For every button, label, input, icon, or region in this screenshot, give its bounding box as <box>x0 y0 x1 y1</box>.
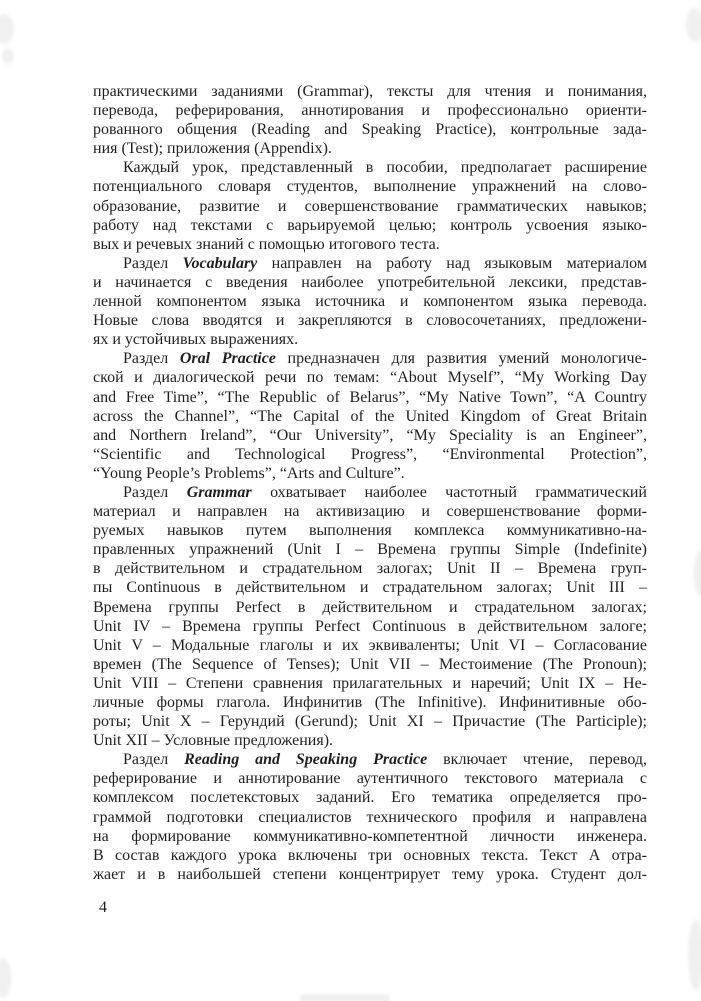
text-line: вых и речевых знаний с помощью итогового теста. <box>93 235 440 253</box>
scan-artifact <box>686 8 701 42</box>
text-line: ях и устойчивых выражениях. <box>93 331 299 349</box>
text-line: and Free Time”, “The Republic of Belarus”, “My Native Town”, “A Country <box>93 388 647 406</box>
text-line: работу над текстами с варьируемой целью; контроль усвоения языко- <box>93 216 647 234</box>
paragraph <box>93 750 647 884</box>
scan-artifact <box>2 48 14 64</box>
text-line: пы Continuous в действительном и страдательном залогах; Unit III – <box>93 579 647 597</box>
scan-artifact <box>0 958 11 998</box>
text-line: ленной компонентом языка источника и компонентом языка перевода. <box>93 293 647 311</box>
text-line: на формирование коммуникативно-компетентной личности инженера. <box>93 827 647 845</box>
page-number: 4 <box>99 899 107 916</box>
text-line: практическими заданиями (Grammar), тексты для чтения и понимания, <box>93 83 647 100</box>
scan-artifact <box>0 14 14 44</box>
text-line: правленных упражнений (Unit I – Времена группы Simple (Indefinite) <box>93 541 647 559</box>
text-line: Раздел Vocabulary направлен на работу над языковым материалом <box>123 254 647 272</box>
text-line: образование, развитие и совершенствование грамматических навыков; <box>93 197 647 215</box>
text-line: Unit V – Модальные глаголы и их эквиваленты; Unit VI – Согласование <box>93 636 647 654</box>
text-block <box>93 82 647 884</box>
paragraph <box>93 483 647 750</box>
paragraph <box>93 158 647 253</box>
text-line: “Scientific and Technological Progress”, “Environmental Protection”, <box>93 445 647 463</box>
text-line: личные формы глагола. Инфинитив (The Infinitive). Инфинитивные обо- <box>93 694 647 711</box>
text-line: В состав каждого урока включены три основных текста. Текст А отра- <box>93 846 647 864</box>
scan-artifact <box>688 920 701 990</box>
text-line: Каждый урок, представленный в пособии, предполагает расширение <box>123 159 647 177</box>
paragraph <box>93 82 647 158</box>
text-line: Времена группы Perfect в действительном и страдательном залогах; <box>93 598 647 616</box>
scan-artifact <box>694 550 701 596</box>
text-line: ской и диалогической речи по темам: “About Myself”, “My Working Day <box>93 369 647 387</box>
text-line: Раздел Reading and Speaking Practice включает чтение, перевод, <box>123 751 647 769</box>
text-line: граммой подготовки специалистов технического профиля и направлена <box>93 808 647 826</box>
text-line: потенциального словаря студентов, выполнение упражнений на слово- <box>93 178 647 196</box>
text-line: времен (The Sequence of Tenses); Unit VII – Местоимение (The Pronoun); <box>93 655 647 673</box>
text-line: Unit XII – Условные предложения). <box>93 732 334 750</box>
text-line: перевода, реферирования, аннотирования и профессионально ориенти- <box>93 102 647 120</box>
scan-artifact <box>300 994 390 1001</box>
text-line: рованного общения (Reading and Speaking Practice), контрольные зада- <box>93 121 647 139</box>
text-line: в действительном и страдательном залогах; Unit II – Времена груп- <box>93 560 647 578</box>
text-line: Unit VIII – Степени сравнения прилагательных и наречий; Unit IX – Не- <box>93 674 647 692</box>
text-line: жает и в наибольшей степени концентрирует тему урока. Студент дол- <box>93 865 647 883</box>
text-line: “Young People’s Problems”, “Arts and Culture”. <box>93 464 405 482</box>
text-line: Unit IV – Времена группы Perfect Continuous в действительном залоге; <box>93 617 647 635</box>
text-line: комплексом послетекстовых заданий. Его тематика определяется про- <box>93 789 647 807</box>
paragraph <box>93 349 647 483</box>
text-line: ния (Test); приложения (Appendix). <box>93 140 332 158</box>
text-line: across the Channel”, “The Capital of the United Kingdom of Great Britain <box>93 407 647 425</box>
text-line: Раздел Oral Practice предназначен для развития умений монологиче- <box>123 350 648 368</box>
text-line: материал и направлен на активизацию и совершенствование форми- <box>93 503 647 521</box>
text-line: и начинается с введения наиболее употребительной лексики, представ- <box>93 273 647 291</box>
text-line: and Northern Ireland”, “Our University”, “My Speciality is an Engineer”, <box>93 426 647 444</box>
text-line: Новые слова вводятся и закрепляются в словосочетаниях, предложени- <box>93 312 647 330</box>
text-line: руемых навыков путем выполнения комплекса коммуникативно-на- <box>93 522 647 540</box>
text-line: реферирование и аннотирование аутентичного текстового материала с <box>93 770 647 788</box>
text-line: Раздел Grammar охватывает наиболее частотный грамматический <box>123 483 647 501</box>
paragraph <box>93 254 647 349</box>
text-line: роты; Unit X – Герундий (Gerund); Unit XI – Причастие (The Participle); <box>93 713 647 731</box>
